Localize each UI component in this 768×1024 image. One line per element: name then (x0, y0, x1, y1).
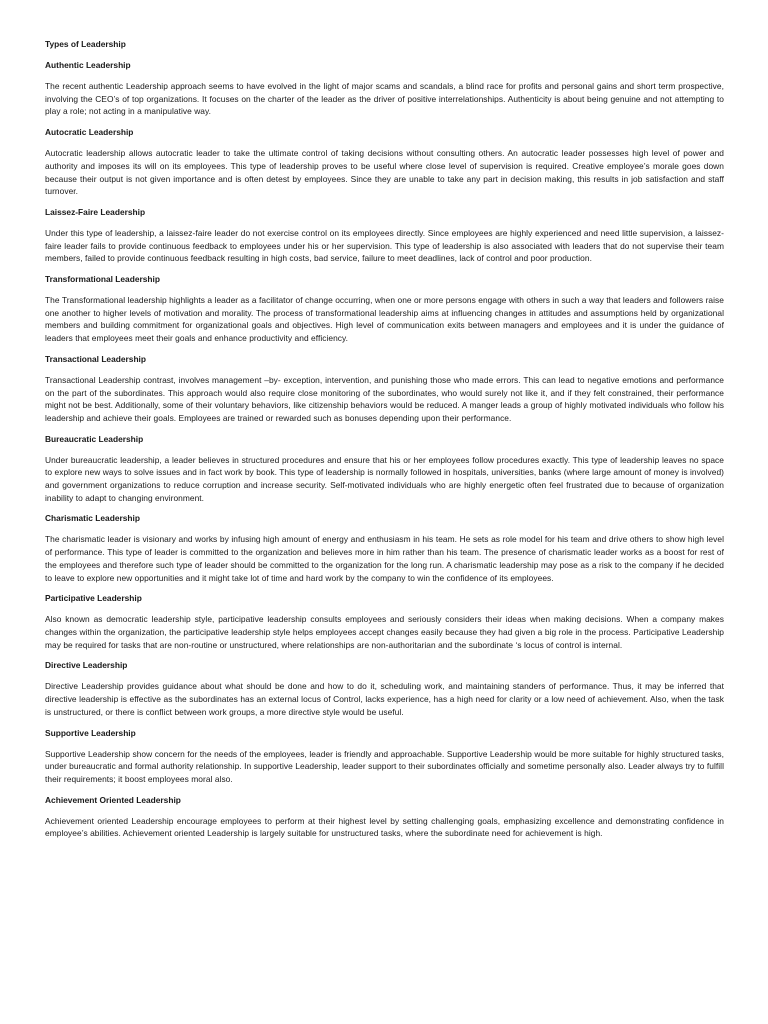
section-body: Autocratic leadership allows autocratic leader to take the ultimate control of taking decisions without consulting others. An autocratic leader possesses high level of power and authority and imposes its will on its employees. This type of leadership proves to be useful where close level of supervision is required. Creative employee’s morale goes down because their output is not given importance and is often detest by employees. Since they are unable to take any part in decision making, this results in job satisfaction and staff turnover. (45, 148, 724, 197)
section-heading: Directive Leadership (45, 660, 128, 671)
section-authentic (45, 59, 724, 118)
section-heading: Bureaucratic Leadership (45, 433, 144, 444)
section-body: Directive Leadership provides guidance about what should be done and how to do it, scheduling work, and maintaining standers of performance. Thus, it may be inferred that directive leadership is effective as the subordinates has an external locus of Control, lacks experience, has a high need for clarity or a low need of achievement. Also, when the task is unstructured, or there is conflict between work groups, a more directive style would be useful. (45, 681, 724, 717)
section-autocratic (45, 126, 724, 198)
section-body: The recent authentic Leadership approach seems to have evolved in the light of major scams and scandals, a blind race for profits and personal gains and short term prospective, involving the CEO’s of top organizations. It focuses on the charter of the leader as the driver of positive interrelationships. Authenticity is about being genuine and not attempting to play a role; not acting in a manipulative way. (45, 81, 724, 117)
section-charismatic (45, 512, 724, 584)
document-title: Types of Leadership (45, 39, 126, 49)
section-body: Supportive Leadership show concern for the needs of the employees, leader is friendly and approachable. Supportive Leadership would be more suitable for highly structured tasks, under bureaucratic and formal authority relationship. In supportive Leadership, leader support to their subordinates officially and sometime personally also. Leader always try to fulfill their requirements; it boost employees moral also. (45, 748, 724, 784)
section-body: Transactional Leadership contrast, involves management –by- exception, intervention, and punishing those who made errors. This can lead to negative emotions and performance on the part of the subordinates. This approach would also require close monitoring of the subordinates, who would surely not like it, and if they felt constrained, their performance might not be best. Additionally, some of their voluntary behaviors, like citizenship behaviors would be reduced. A manger leads a group of highly motivated individuals who follow his leadership and achieve their goals. Employees are trained or rewarded such as bonuses depending upon their performance. (45, 374, 724, 423)
section-body: Also known as democratic leadership style, participative leadership consults employees and seriously considers their ideas when making decisions. When a company makes changes within the organization, the participative leadership style helps employees accept changes easily because they had given a big role in the process. Participative Leadership may be required for tasks that are non-routine or unstructured, where relationships are non-authoritarian and the subordinate ‘s locus of control is internal. (45, 614, 724, 650)
section-heading: Transactional Leadership (45, 353, 146, 364)
section-body: Achievement oriented Leadership encourage employees to perform at their highest level by setting challenging goals, emphasizing excellence and demonstrating confidence in employee’s abilities. Achievement oriented Leadership is largely suitable for unstructured tasks, where the subordinate need for achievement is high. (45, 815, 724, 839)
section-heading: Charismatic Leadership (45, 513, 140, 524)
section-heading: Transformational Leadership (45, 274, 160, 285)
section-body: Under bureaucratic leadership, a leader believes in structured procedures and ensure that his or her employees follow procedures exactly. This type of leadership leaves no space to explore new ways to solve issues and in fact work by book. This type of leadership is normally followed in hospitals, universities, banks (where large amount of money is involved) and government organizations to reduce corruption and increase security. Self-motivated individuals who are highly energetic often feel frustrated due to because of organization inability to adapt to changing environment. (45, 454, 724, 503)
section-heading: Achievement Oriented Leadership (45, 794, 181, 805)
section-transactional (45, 353, 724, 425)
section-heading: Autocratic Leadership (45, 127, 134, 138)
section-heading: Supportive Leadership (45, 727, 136, 738)
section-participative (45, 592, 724, 651)
section-heading: Laissez-Faire Leadership (45, 206, 146, 217)
section-laissez-faire (45, 206, 724, 265)
section-bureaucratic (45, 433, 724, 505)
section-supportive (45, 727, 724, 786)
section-directive (45, 659, 724, 718)
section-body: The Transformational leadership highlights a leader as a facilitator of change occurring, when one or more persons engage with others in such a way that leaders and followers raise one another to higher levels of motivation and morality. The process of transformational leadership aims at influencing changes in attitudes and assumptions held by organizational members and building commitment for organizational goals and objectives. High level of communication exits between managers and employees and it is under the guidance of leaders that employees meet their goals and enhance productivity and efficiency. (45, 295, 724, 344)
section-body: The charismatic leader is visionary and works by infusing high amount of energy and enthusiasm in his team. He sets as role model for his team and drive others to show high level of performance. This type of leader is committed to the organization and believes more in him rather than his team. The presence of charismatic leader works as a boost for rest of the employees and therefore such type of leader should be committed to the organization for the long run. A charismatic leadership may pose as a risk to the company if he decided to leave to explore new opportunities and it might take lot of time and hard work by the company to win the confidence of its employees. (45, 534, 724, 583)
section-heading: Authentic Leadership (45, 60, 131, 70)
section-achievement-oriented (45, 794, 724, 840)
section-transformational (45, 273, 724, 345)
section-body: Under this type of leadership, a laissez-faire leader do not exercise control on its employees directly. Since employees are highly experienced and need little supervision, a laissez-faire leader fails to provide continuous feedback to employees under his or her supervision. This type of leadership is also associated with leaders that do not supervise their team members, failed to provide continuous feedback resulting in high costs, bad service, failure to meet deadlines, lack of control and poor production. (45, 227, 724, 264)
section-heading: Participative Leadership (45, 593, 142, 604)
